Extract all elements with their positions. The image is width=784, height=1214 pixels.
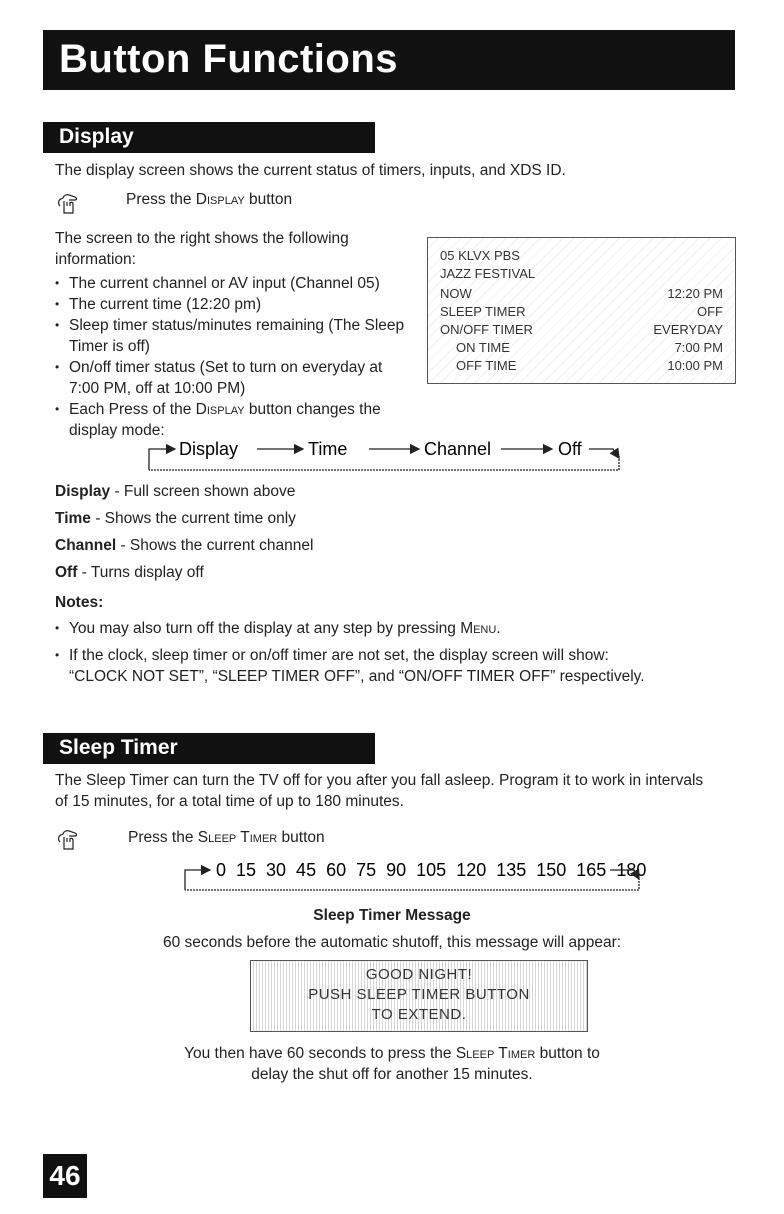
- section-heading: Sleep Timer: [59, 736, 178, 759]
- page-number: 46: [43, 1154, 87, 1198]
- list-item: • The current channel or AV input (Channel 05): [55, 273, 407, 294]
- sleep-interval-flow-diagram: [180, 858, 650, 894]
- list-item: • If the clock, sleep timer or on/off timer are not set, the display screen will show: “CLOCK NOT SET”, “SLEEP TIMER OFF”, and “ON/OFF TIMER OFF” respectively.: [55, 645, 745, 687]
- flow-step-display: Display: [179, 439, 239, 459]
- list-item: • The current time (12:20 pm): [55, 294, 407, 315]
- sleep-message-intro: 60 seconds before the automatic shutoff, this message will appear:: [162, 934, 622, 951]
- section-heading: Display: [59, 125, 134, 148]
- definition-item: Channel - Shows the current channel: [55, 537, 314, 554]
- message-line: GOOD NIGHT!: [365, 966, 473, 983]
- page-title-bar: [43, 30, 735, 90]
- flow-arrow: [589, 449, 619, 458]
- page-title: Button Functions: [59, 37, 399, 81]
- hand-press-icon: [55, 828, 79, 852]
- definition-item: Off - Turns display off: [55, 564, 204, 581]
- definition-item: Time - Shows the current time only: [55, 510, 296, 527]
- hand-press-icon: [55, 192, 79, 216]
- sleep-after-text: You then have 60 seconds to press the Sleep Timer button to delay the shut off for another 15 minutes.: [184, 1045, 600, 1083]
- display-mode-definitions: [55, 478, 313, 586]
- display-screen-illustration: [427, 237, 736, 384]
- flow-arrow: [185, 870, 210, 890]
- list-item: • On/off timer status (Set to turn on everyday at 7:00 PM, off at 10:00 PM): [55, 357, 407, 399]
- screen-now-row: NOW 12:20 PM: [440, 286, 723, 301]
- message-line: TO EXTEND.: [371, 1006, 467, 1023]
- notes-heading: Notes:: [55, 594, 104, 611]
- notes-list: [55, 618, 745, 687]
- screen-onoff-row: ON/OFF TIMER EVERYDAY: [440, 322, 723, 337]
- flow-step-channel: Channel: [424, 439, 492, 459]
- sleep-message-illustration: [250, 960, 588, 1032]
- flow-return-arrow-start: [149, 449, 175, 470]
- sleep-press-instruction: Press the Sleep Timer button: [128, 829, 325, 846]
- flow-step-off: Off: [558, 439, 582, 459]
- display-mode-flow-diagram: [145, 436, 625, 474]
- definition-item: Display - Full screen shown above: [55, 483, 296, 500]
- screen-sleep-row: SLEEP TIMER OFF: [440, 304, 723, 319]
- list-item: • You may also turn off the display at any step by pressing Menu.: [55, 618, 745, 639]
- sleep-message-heading: Sleep Timer Message: [313, 907, 471, 924]
- screen-channel-row: 05 KLVX PBS: [440, 248, 520, 263]
- screen-on-time-row: ON TIME 7:00 PM: [456, 340, 723, 355]
- sleep-interval-sequence: 0 15 30 45 60 75 90 105 120 135 150 165 180: [216, 860, 647, 880]
- section-header-display: [43, 122, 375, 153]
- message-line: PUSH SLEEP TIMER BUTTON: [308, 986, 530, 1003]
- display-bullet-list: [55, 273, 407, 441]
- flow-step-time: Time: [308, 439, 348, 459]
- screen-program-row: JAZZ FESTIVAL: [440, 266, 536, 281]
- display-button-name: Display: [195, 191, 245, 208]
- display-info-text: The screen to the right shows the following information:: [55, 230, 349, 268]
- list-item: • Sleep timer status/minutes remaining (The Sleep Timer is off): [55, 315, 407, 357]
- sleep-intro: The Sleep Timer can turn the TV off for you after you fall asleep. Program it to work in intervals of 15 minutes, for a total time of up to 180 minutes.: [55, 772, 704, 810]
- screen-off-time-row: OFF TIME 10:00 PM: [456, 358, 723, 373]
- sleep-timer-button-name: Sleep Timer: [197, 829, 278, 846]
- section-header-sleep-timer: [43, 733, 375, 764]
- display-intro: The display screen shows the current status of timers, inputs, and XDS ID.: [55, 162, 566, 179]
- display-press-instruction: Press the Display button: [126, 191, 293, 208]
- list-item: • Each Press of the Display button changes the display mode:: [55, 399, 407, 441]
